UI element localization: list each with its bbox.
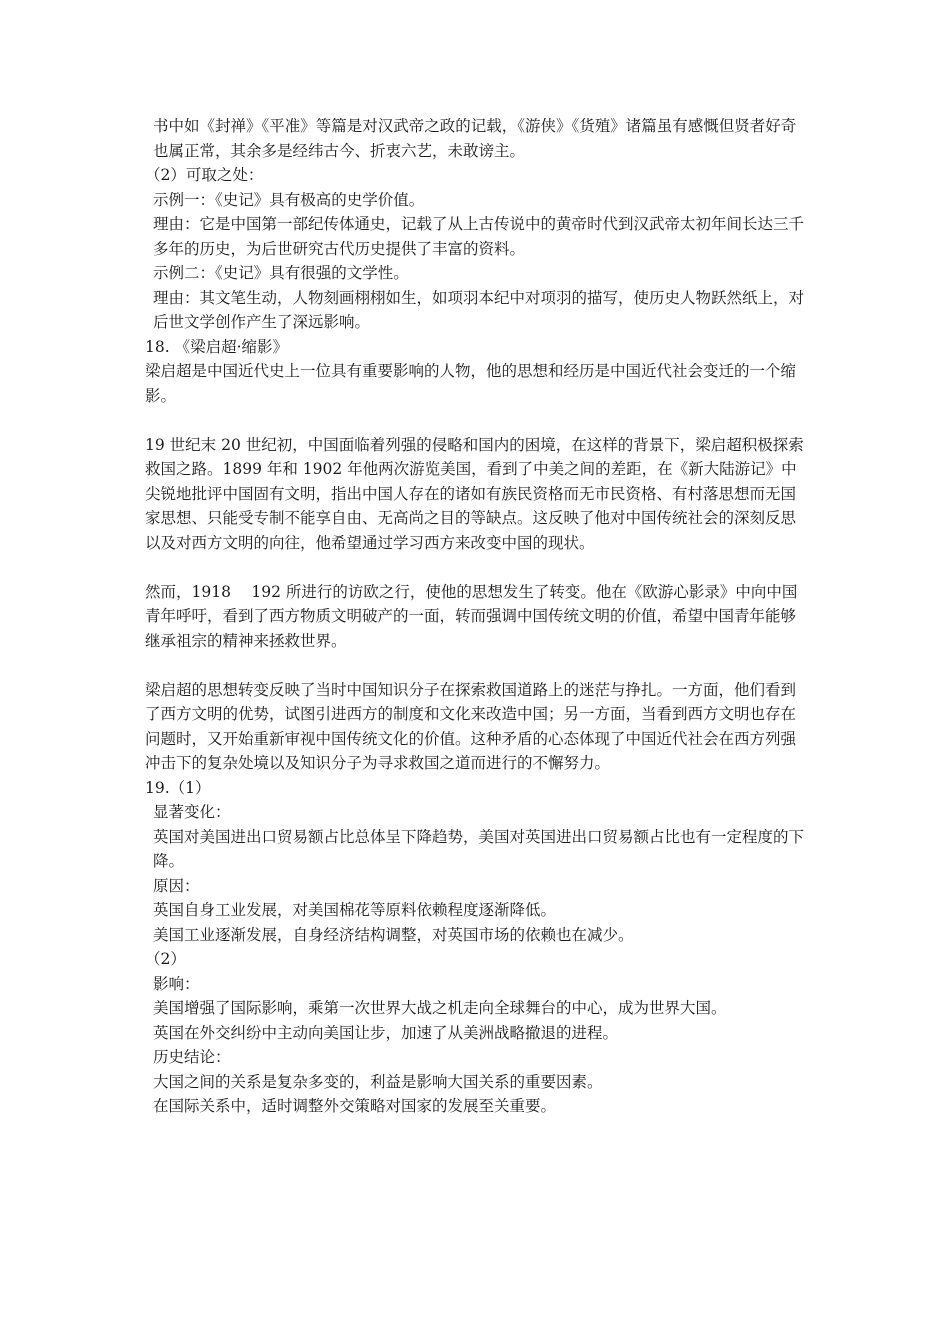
paragraph: 梁启超的思想转变反映了当时中国知识分子在探索救国道路上的迷茫与挣扎。一方面，他们看到了西方文明的优势，试图引进西方的制度和文化来改造中国；另一方面，当看到西方文明也存在问题时，又开始重新审视中国传统文化的价值。这种矛盾的心态体现了中国近代社会在西方列强冲击下的复杂处境以及知识分子为寻求救国之道而进行的不懈努力。: [145, 680, 797, 772]
paragraph: 示例二：《史记》具有很强的文学性。: [153, 264, 409, 282]
paragraph: 19 世纪末 20 世纪初，中国面临着列强的侵略和国内的困境，在这样的背景下，梁启超积极探索救国之路。1899 年和 1902 年他两次游览美国，看到了中美之间的差距，在《新大陆游记》中尖锐地批评中国固有文明，指出中国人存在的诸如有族民资格而无市民资格、有村落思想而无国家思想、只能受专制不能享自由、无高尚之目的等缺点。这反映了他对中国传统社会的深刻反思以及对西方文明的向往，他希望通过学习西方来改变中国的现状。: [145, 435, 804, 552]
paragraph-gap: [145, 408, 810, 433]
paragraph: 大国之间的关系是复杂多变的，利益是影响大国关系的重要因素。: [153, 1072, 603, 1091]
paragraph: 影响：: [153, 974, 200, 993]
section-heading: 18. 《梁启超·缩影》: [145, 337, 289, 356]
paragraph: 历史结论：: [153, 1048, 231, 1066]
paragraph-gap: [145, 653, 810, 678]
paragraph: （2）: [145, 950, 186, 968]
paragraph: 书中如《封禅》《平准》等篇是对汉武帝之政的记载，《游侠》《货殖》诸篇虽有感慨但贤者好奇也属正常，其余多是经纬古今、折衷六艺，未敢谤主。: [153, 117, 797, 160]
section-heading: 19.（1）: [145, 778, 211, 797]
paragraph: 在国际关系中，适时调整外交策略对国家的发展至关重要。: [153, 1097, 557, 1115]
paragraph: 英国自身工业发展，对美国棉花等原料依赖程度逐渐降低。: [153, 901, 557, 919]
paragraph: 理由：它是中国第一部纪传体通史，记载了从上古传说中的黄帝时代到汉武帝太初年间长达三千多年的历史，为后世研究古代历史提供了丰富的资料。: [153, 215, 805, 258]
paragraph: 显著变化：: [153, 803, 231, 821]
paragraph: 美国增强了国际影响，乘第一次世界大战之机走向全球舞台的中心，成为世界大国。: [153, 999, 727, 1017]
paragraph: 示例一：《史记》具有极高的史学价值。: [153, 190, 425, 209]
paragraph: 原因：: [153, 876, 200, 895]
paragraph: 然而，1918 192 所进行的访欧之行，使他的思想发生了转变。他在《欧游心影录》中向中国青年呼吁，看到了西方物质文明破产的一面，转而强调中国传统文明的价值，希望中国青年能够继承祖宗的精神来拯救世界。: [145, 582, 798, 650]
paragraph: 理由：其文笔生动，人物刻画栩栩如生，如项羽本纪中对项羽的描写，使历史人物跃然纸上，对后世文学创作产生了深远影响。: [153, 288, 805, 331]
paragraph: （2）可取之处：: [145, 166, 264, 184]
paragraph: 梁启超是中国近代史上一位具有重要影响的人物，他的思想和经历是中国近代社会变迁的一个缩影。: [145, 362, 797, 405]
document-body: [145, 114, 810, 1119]
paragraph-gap: [145, 555, 810, 580]
paragraph: 英国在外交纠纷中主动向美国让步，加速了从美洲战略撤退的进程。: [153, 1023, 619, 1042]
paragraph: 美国工业逐渐发展，自身经济结构调整，对英国市场的依赖也在减少。: [153, 925, 634, 944]
paragraph: 英国对美国进出口贸易额占比总体呈下降趋势，美国对英国进出口贸易额占比也有一定程度的下降。: [153, 827, 805, 870]
